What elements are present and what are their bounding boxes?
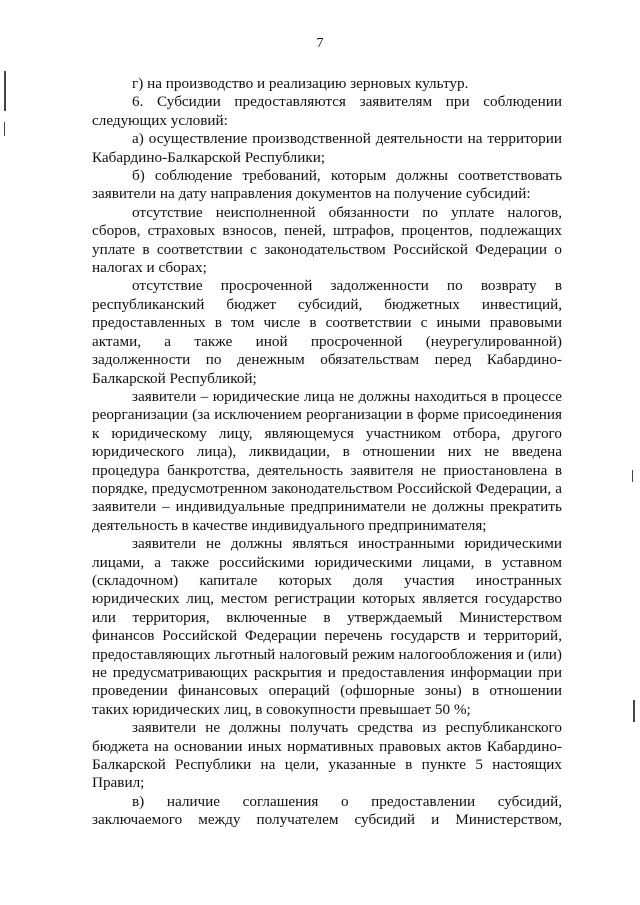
- paragraph-item-v: в) наличие соглашения о предоставлении субсидий, заключаемого между получателем субсидий и Министерством,: [92, 792, 562, 829]
- paragraph-other-funds: заявители не должны получать средства из республиканского бюджета на основании иных нормативных правовых актов Кабардино-Балкарской Республики на цели, указанные в пункте 5 настоящих Правил;: [92, 719, 562, 792]
- paragraph-reorganization: заявители – юридические лица не должны находиться в процессе реорганизации (за исключением реорганизации в форме присоединения к юридическому лицу, являющемуся участником отбора, другого юридического лица), ликвидации, в отношении них не введена процедура банкротства, деятельность заявителя не приостановлена в порядке, предусмотренном законодательством Российской Федерации, а заявители – индивидуальные предприниматели не должны прекратить деятельность в качестве индивидуального предпринимателя;: [92, 387, 562, 534]
- paragraph-clause-6: 6. Субсидии предоставляются заявителям при соблюдении следующих условий:: [92, 93, 562, 129]
- paragraph-foreign-entities: заявители не должны являться иностранными юридическими лицами, а также российскими юридическими лицами, в уставном (складочном) капитале которых доля участия иностранных юридических лиц, местом регистрации которых является государство или территория, включенные в утверждаемый Министерством финансов Российской Федерации перечень государств и территорий, предоставляющих льготный налоговый режим налогообложения и (или) не предусматривающих раскрытия и предоставления информации при проведении финансовых операций (офшорные зоны) в отношении таких юридических лиц, в совокупности превышает 50 %;: [92, 535, 562, 718]
- paragraph-overdue-debt: отсутствие просроченной задолженности по возврату в республиканский бюджет субсидий, бюджетных инвестиций, предоставленных в том числе в соответствии с иными правовыми актами, а также иной просроченной (неурегулированной) задолженности по денежным обязательствам перед Кабардино-Балкарской Республикой;: [92, 277, 562, 387]
- paragraph-item-g: г) на производство и реализацию зерновых культур.: [132, 75, 469, 92]
- scan-margin-mark: [4, 122, 5, 136]
- scan-margin-mark: [4, 71, 6, 111]
- scan-margin-mark: [633, 700, 635, 722]
- page-number: 7: [316, 36, 324, 51]
- scan-margin-mark: [632, 470, 633, 482]
- paragraph-item-a: а) осуществление производственной деятельности на территории Кабардино-Балкарской Республики;: [92, 130, 562, 166]
- paragraph-tax-obligations: отсутствие неисполненной обязанности по уплате налогов, сборов, страховых взносов, пеней, штрафов, процентов, подлежащих уплате в соответствии с законодательством Российской Федерации о налогах и сборах;: [92, 203, 562, 277]
- document-body: [92, 75, 562, 830]
- paragraph-item-b: б) соблюдение требований, которым должны соответствовать заявители на дату направления документов на получение субсидий:: [92, 167, 562, 203]
